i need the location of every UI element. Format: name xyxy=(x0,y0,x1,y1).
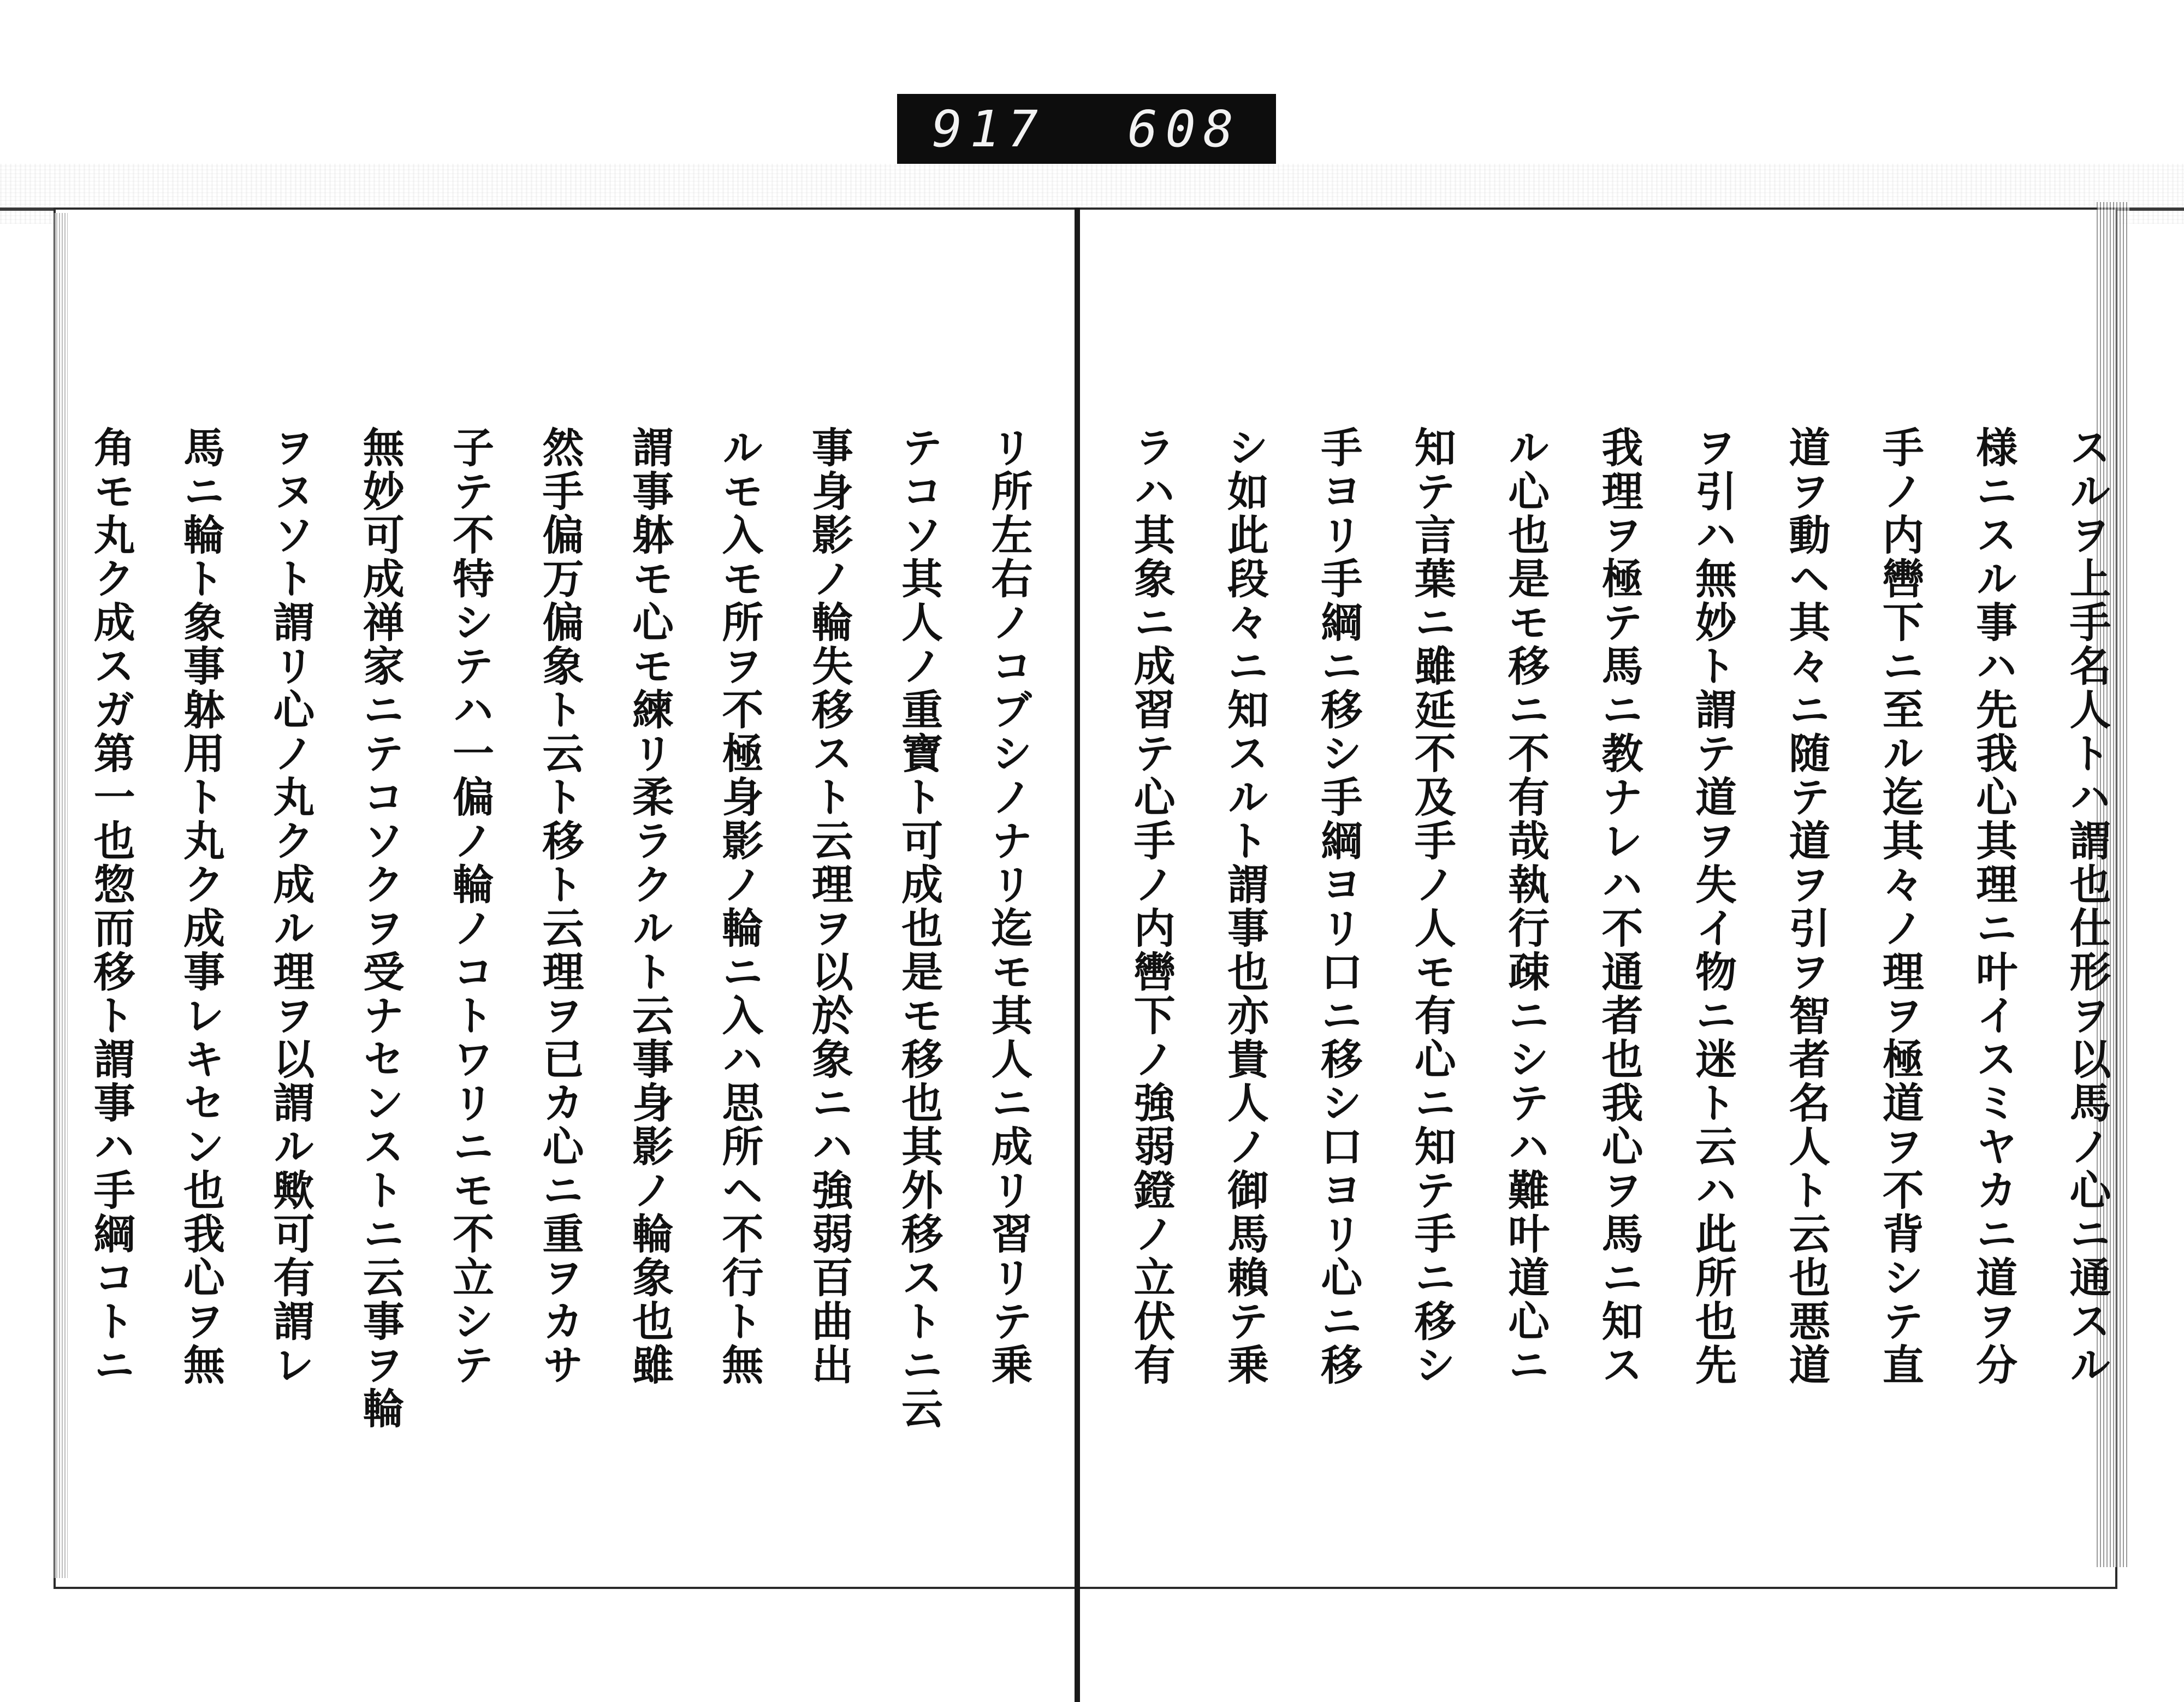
right-column-11: ラハ其象ニ成習テ心手ノ内轡下ノ強弱鐙ノ立伏有 xyxy=(1127,426,1176,1387)
right-column-3: 手ノ内轡下ニ至ル迄其々ノ理ヲ極道ヲ不背シテ直 xyxy=(1876,426,1925,1387)
reference-number-left: 917 xyxy=(931,99,1046,158)
left-column-2: テコソ其人ノ重寶ト可成也是モ移也其外移ストニ云 xyxy=(894,426,943,1431)
left-page-edge xyxy=(54,213,68,1578)
left-column-3: 事身影ノ輪失移スト云理ヲ以於象ニハ強弱百曲出 xyxy=(805,426,854,1387)
left-column-7: 子テ不特シテハ一偏ノ輪ノコトワリニモ不立シテ xyxy=(446,426,495,1387)
left-column-6: 然手偏万偏象ト云ト移ト云理ヲ已カ心ニ重ヲカサ xyxy=(536,426,585,1387)
reference-number-right: 608 xyxy=(1127,99,1242,158)
right-column-9: 手ヨリ手綱ニ移シ手綱ヨリ口ニ移シ口ヨリ心ニ移 xyxy=(1314,426,1363,1387)
right-column-7: ル心也是モ移ニ不有哉執行疎ニシテハ難叶道心ニ xyxy=(1501,426,1550,1387)
left-column-9: ヲヌソト謂リ心ノ丸ク成ル理ヲ以謂ル歟可有謂レ xyxy=(266,426,315,1387)
right-column-10: シ如此段々ニ知スルト謂事也亦貴人ノ御馬賴テ乗 xyxy=(1220,426,1269,1387)
left-column-5: 謂事躰モ心モ練リ柔ラクルト云事身影ノ輪象也雖 xyxy=(625,426,674,1387)
left-page-text xyxy=(87,426,1033,1491)
right-column-2: 様ニスル事ハ先我心其理ニ叶イスミヤカニ道ヲ分 xyxy=(1969,426,2018,1387)
right-column-8: 知テ言葉ニ雖延不及手ノ人モ有心ニ知テ手ニ移シ xyxy=(1408,426,1457,1387)
right-column-6: 我理ヲ極テ馬ニ教ナレハ不通者也我心ヲ馬ニ知ス xyxy=(1595,426,1644,1387)
left-column-1: リ所左右ノコブシノナリ迄モ其人ニ成リ習リテ乗 xyxy=(984,426,1033,1387)
left-column-11: 角モ丸ク成スガ第一也惣而移ト謂事ハ手綱コトニ xyxy=(87,426,136,1387)
book-spine xyxy=(1075,207,1080,1702)
right-column-1: スルヲ上手名人トハ謂也仕形ヲ以馬ノ心ニ通スル xyxy=(2063,426,2111,1387)
left-column-4: ルモ入モ所ヲ不極身影ノ輪ニ入ハ思所ヘ不行ト無 xyxy=(715,426,764,1387)
right-page-text xyxy=(1127,426,2111,1491)
right-column-4: 道ヲ動ヘ其々ニ随テ道ヲ引ヲ智者名人ト云也悪道 xyxy=(1782,426,1831,1387)
left-column-10: 馬ニ輪ト象事躰用ト丸ク成事レキセン也我心ヲ無 xyxy=(176,426,225,1387)
right-column-5: ヲ引ハ無妙ト謂テ道ヲ失イ物ニ迷ト云ハ此所也先 xyxy=(1688,426,1737,1387)
left-column-8: 無妙可成禅家ニテコソクヲ受ナセンストニ云事ヲ輪 xyxy=(356,426,405,1431)
reference-number-label xyxy=(897,94,1276,164)
